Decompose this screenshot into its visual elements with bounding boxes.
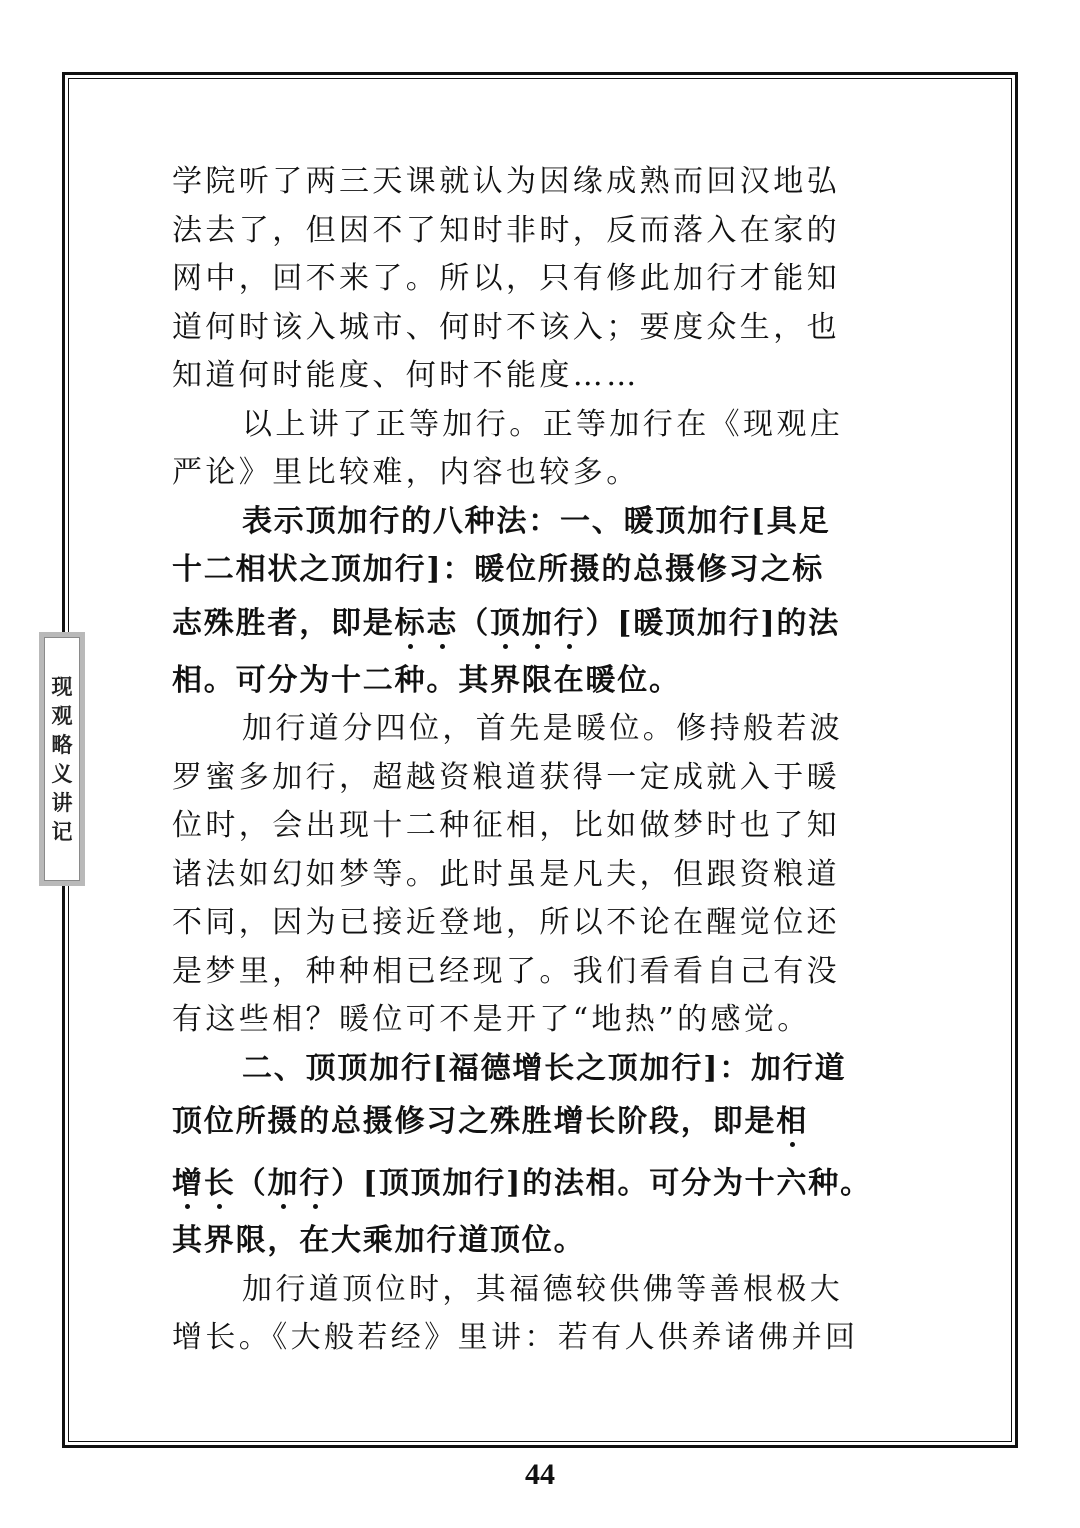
heading-text: [顶顶加行]的法相。可分为十六种。 [362, 1166, 872, 1201]
heading-text: [暖顶加行]的法 [617, 605, 841, 641]
heading-text: 顶位所摄的总摄修习之殊胜增长阶段，即是 [172, 1104, 777, 1139]
text-line: 不同，因为已接近登地，所以不论在醒觉位还 [172, 905, 840, 940]
side-title-tab [39, 632, 85, 886]
side-title: 现观略义讲记 [51, 674, 73, 844]
emphasis-char: 加 [521, 605, 554, 641]
bracket: ） [585, 605, 618, 641]
text-line: 法去了，但因不了知时非时，反而落入在家的 [172, 212, 840, 248]
emphasis-char: 加 [267, 1166, 300, 1201]
bracket: ） [331, 1166, 363, 1201]
heading-line: 十二相状之顶加行]：暖位所摄的总摄修习之标 [172, 552, 824, 587]
text-line: 诸法如幻如梦等。此时虽是凡夫，但跟资粮道 [172, 856, 840, 892]
body-text [172, 158, 902, 1363]
heading-line: 相。可分为十二种。其界限在暖位。 [172, 662, 681, 698]
text-line: 知道何时能度、何时不能度…… [172, 358, 640, 393]
text-line: 是梦里，种种相已经现了。我们看看自己有没 [172, 953, 840, 989]
emphasis-char: 行 [299, 1166, 332, 1201]
text-line: 道何时该入城市、何时不该入；要度众生，也 [172, 309, 840, 345]
text-line: 学院听了两三天课就认为因缘成熟而回汉地弘 [172, 164, 840, 199]
text-line: 加行道顶位时，其福德较供佛等善根极大 [242, 1271, 844, 1307]
text-line: 位时，会出现十二种征相，比如做梦时也了知 [172, 808, 840, 843]
heading-line [172, 595, 902, 657]
heading-text: 志殊胜者，即是 [172, 605, 395, 641]
text-line: 以上讲了正等加行。正等加行在《现观庄 [242, 406, 844, 442]
heading-line [172, 1093, 902, 1155]
emphasis-char: 增 [172, 1166, 204, 1201]
text-line: 网中，回不来了。所以，只有修此加行才能知 [172, 261, 840, 296]
emphasis-char: 长 [203, 1166, 236, 1201]
emphasis-char: 顶 [490, 605, 522, 641]
heading-line: 表示顶加行的八种法：一、暖顶加行[具足 [242, 503, 831, 539]
emphasis-char: 行 [553, 605, 586, 641]
text-line: 严论》里比较难，内容也较多。 [172, 455, 640, 490]
bracket: （ [458, 605, 491, 641]
page-number: 44 [525, 1458, 555, 1491]
heading-line [172, 1155, 902, 1217]
text-line: 罗蜜多加行，超越资粮道获得一定成就入于暖 [172, 759, 840, 795]
bracket: （ [235, 1166, 268, 1201]
heading-line: 二、顶顶加行[福德增长之顶加行]：加行道 [242, 1050, 847, 1086]
emphasis-char: 相 [776, 1104, 809, 1139]
text-line: 有这些相？暖位可不是开了“地热”的感觉。 [172, 1002, 811, 1037]
text-line: 加行道分四位，首先是暖位。修持般若波 [242, 711, 844, 746]
text-line: 增长。《大般若经》里讲：若有人供养诸佛并回 [172, 1320, 859, 1355]
emphasis-char: 志 [426, 605, 459, 641]
heading-line: 其界限，在大乘加行道顶位。 [172, 1223, 586, 1258]
emphasis-char: 标 [394, 605, 427, 641]
